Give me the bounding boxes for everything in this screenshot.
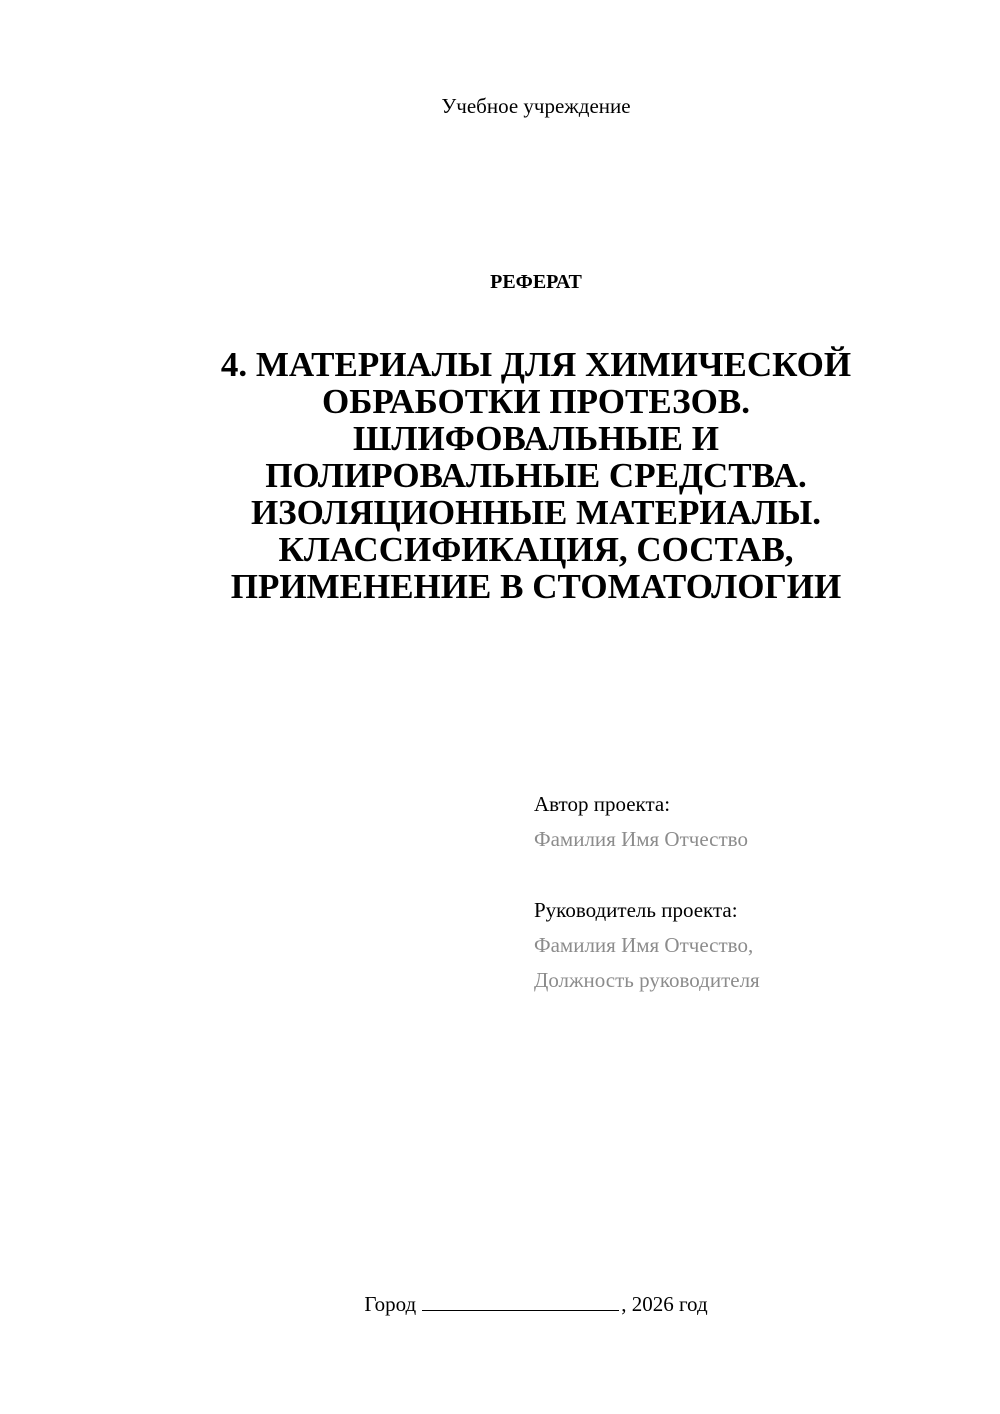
institution-name: Учебное учреждение xyxy=(441,94,631,118)
author-block xyxy=(534,787,748,857)
year-label: , 2026 год xyxy=(621,1292,708,1316)
footer-city-year xyxy=(0,1290,1000,1318)
title-line: ПОЛИРОВАЛЬНЫЕ СРЕДСТВА. xyxy=(265,456,807,495)
supervisor-name: Фамилия Имя Отчество, xyxy=(534,933,754,957)
title-line: ИЗОЛЯЦИОННЫЕ МАТЕРИАЛЫ. xyxy=(250,493,822,532)
title-line: ШЛИФОВАЛЬНЫЕ И xyxy=(353,419,719,458)
title-line: ОБРАБОТКИ ПРОТЕЗОВ. xyxy=(322,382,750,421)
city-label: Город xyxy=(364,1292,417,1316)
author-label: Автор проекта: xyxy=(534,792,671,816)
supervisor-label: Руководитель проекта: xyxy=(534,898,738,922)
document-title xyxy=(180,346,892,605)
author-name: Фамилия Имя Отчество xyxy=(534,827,748,851)
city-blank-line xyxy=(422,1290,619,1311)
document-type: РЕФЕРАТ xyxy=(490,271,582,293)
title-line: 4. МАТЕРИАЛЫ ДЛЯ ХИМИЧЕСКОЙ xyxy=(220,345,852,384)
supervisor-block xyxy=(534,893,760,998)
title-line: ПРИМЕНЕНИЕ В СТОМАТОЛОГИИ xyxy=(230,567,842,606)
title-line: КЛАССИФИКАЦИЯ, СОСТАВ, xyxy=(278,530,794,569)
supervisor-position: Должность руководителя xyxy=(534,968,760,992)
